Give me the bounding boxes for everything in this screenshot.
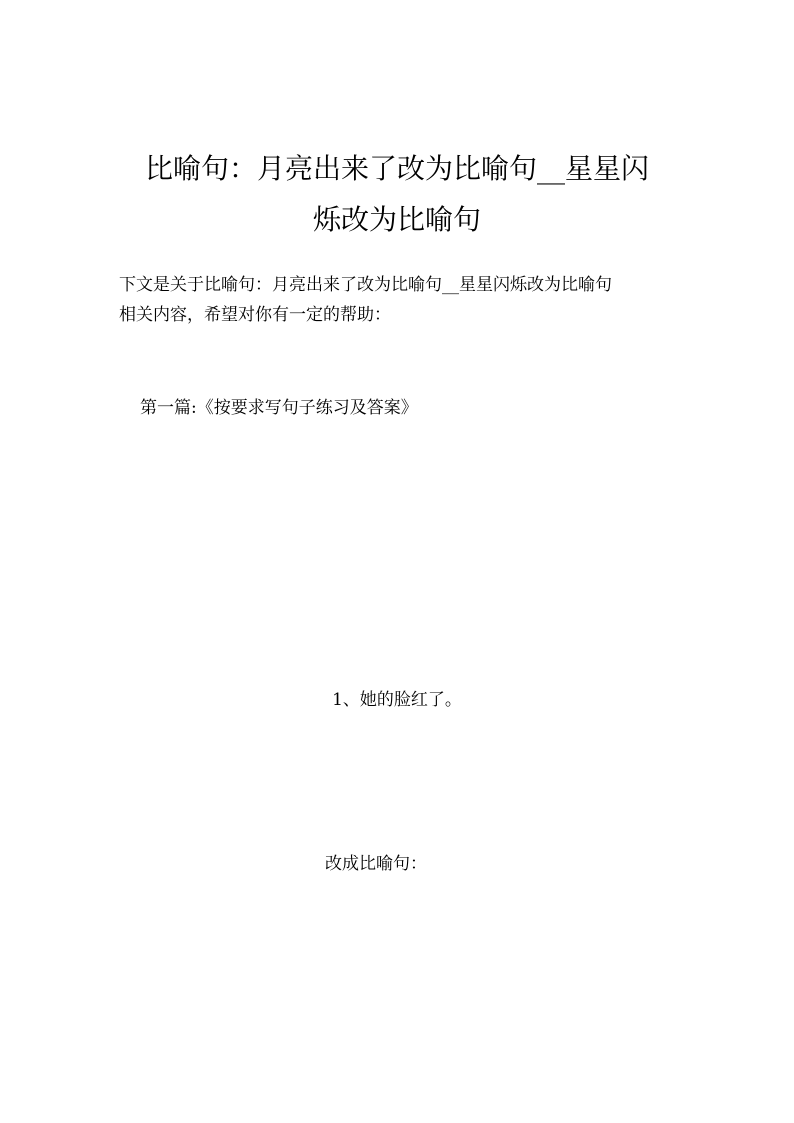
- title-line-1: 比喻句：月亮出来了改为比喻句__星星闪: [144, 152, 649, 185]
- section-heading: 第一篇:《按要求写句子练习及答案》: [140, 398, 418, 418]
- title-line-2: 烁改为比喻句: [312, 203, 481, 236]
- document-title: [112, 143, 682, 245]
- intro-paragraph: [119, 270, 679, 330]
- question-1: 1、她的脸红了。: [332, 690, 462, 710]
- intro-line-1: 下文是关于比喻句：月亮出来了改为比喻句__星星闪烁改为比喻句: [119, 275, 612, 295]
- intro-line-2: 相关内容，希望对你有一定的帮助：: [119, 305, 391, 325]
- rewrite-prompt: 改成比喻句：: [325, 854, 427, 874]
